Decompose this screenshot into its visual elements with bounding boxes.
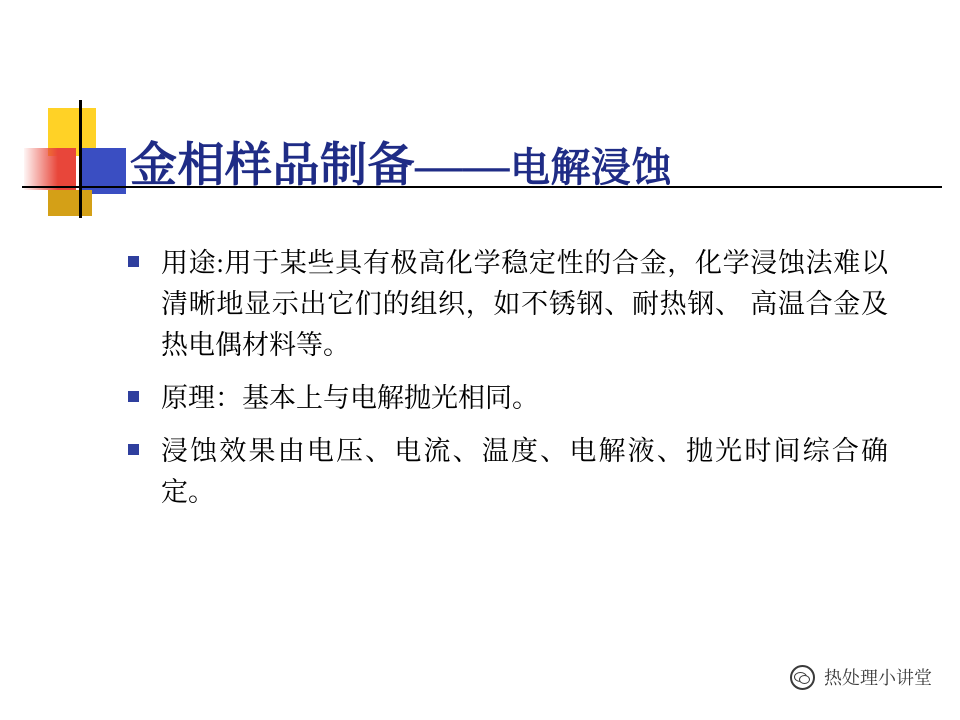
motif-vertical-rule: [79, 100, 82, 218]
list-item: [128, 431, 888, 513]
footer-watermark: [790, 664, 932, 690]
square-bullet-icon: [128, 391, 139, 402]
list-item-text: 用途:用于某些具有极高化学稳定性的合金，化学浸蚀法难以清晰地显示出它们的组织，如不锈钢、耐热钢、 高温合金及热电偶材料等。: [161, 248, 888, 361]
wechat-account-name: 热处理小讲堂: [824, 668, 932, 688]
decorative-square-motif: [22, 100, 140, 218]
page-title-main: 金相样品制备——: [130, 140, 510, 193]
page-title: [130, 139, 672, 193]
wechat-icon: [790, 665, 815, 690]
page-title-sub: 电解浸蚀: [510, 145, 672, 191]
list-item-text: 原理：基本上与电解抛光相同。: [161, 383, 539, 414]
motif-red-square: [24, 148, 76, 190]
motif-gold-square: [48, 190, 92, 216]
bullet-list: [128, 243, 888, 525]
square-bullet-icon: [128, 256, 139, 267]
square-bullet-icon: [128, 444, 139, 455]
list-item: [128, 378, 888, 419]
list-item-text: 浸蚀效果由电压、电流、温度、电解液、抛光时间综合确定。: [161, 436, 888, 508]
list-item: [128, 243, 888, 366]
